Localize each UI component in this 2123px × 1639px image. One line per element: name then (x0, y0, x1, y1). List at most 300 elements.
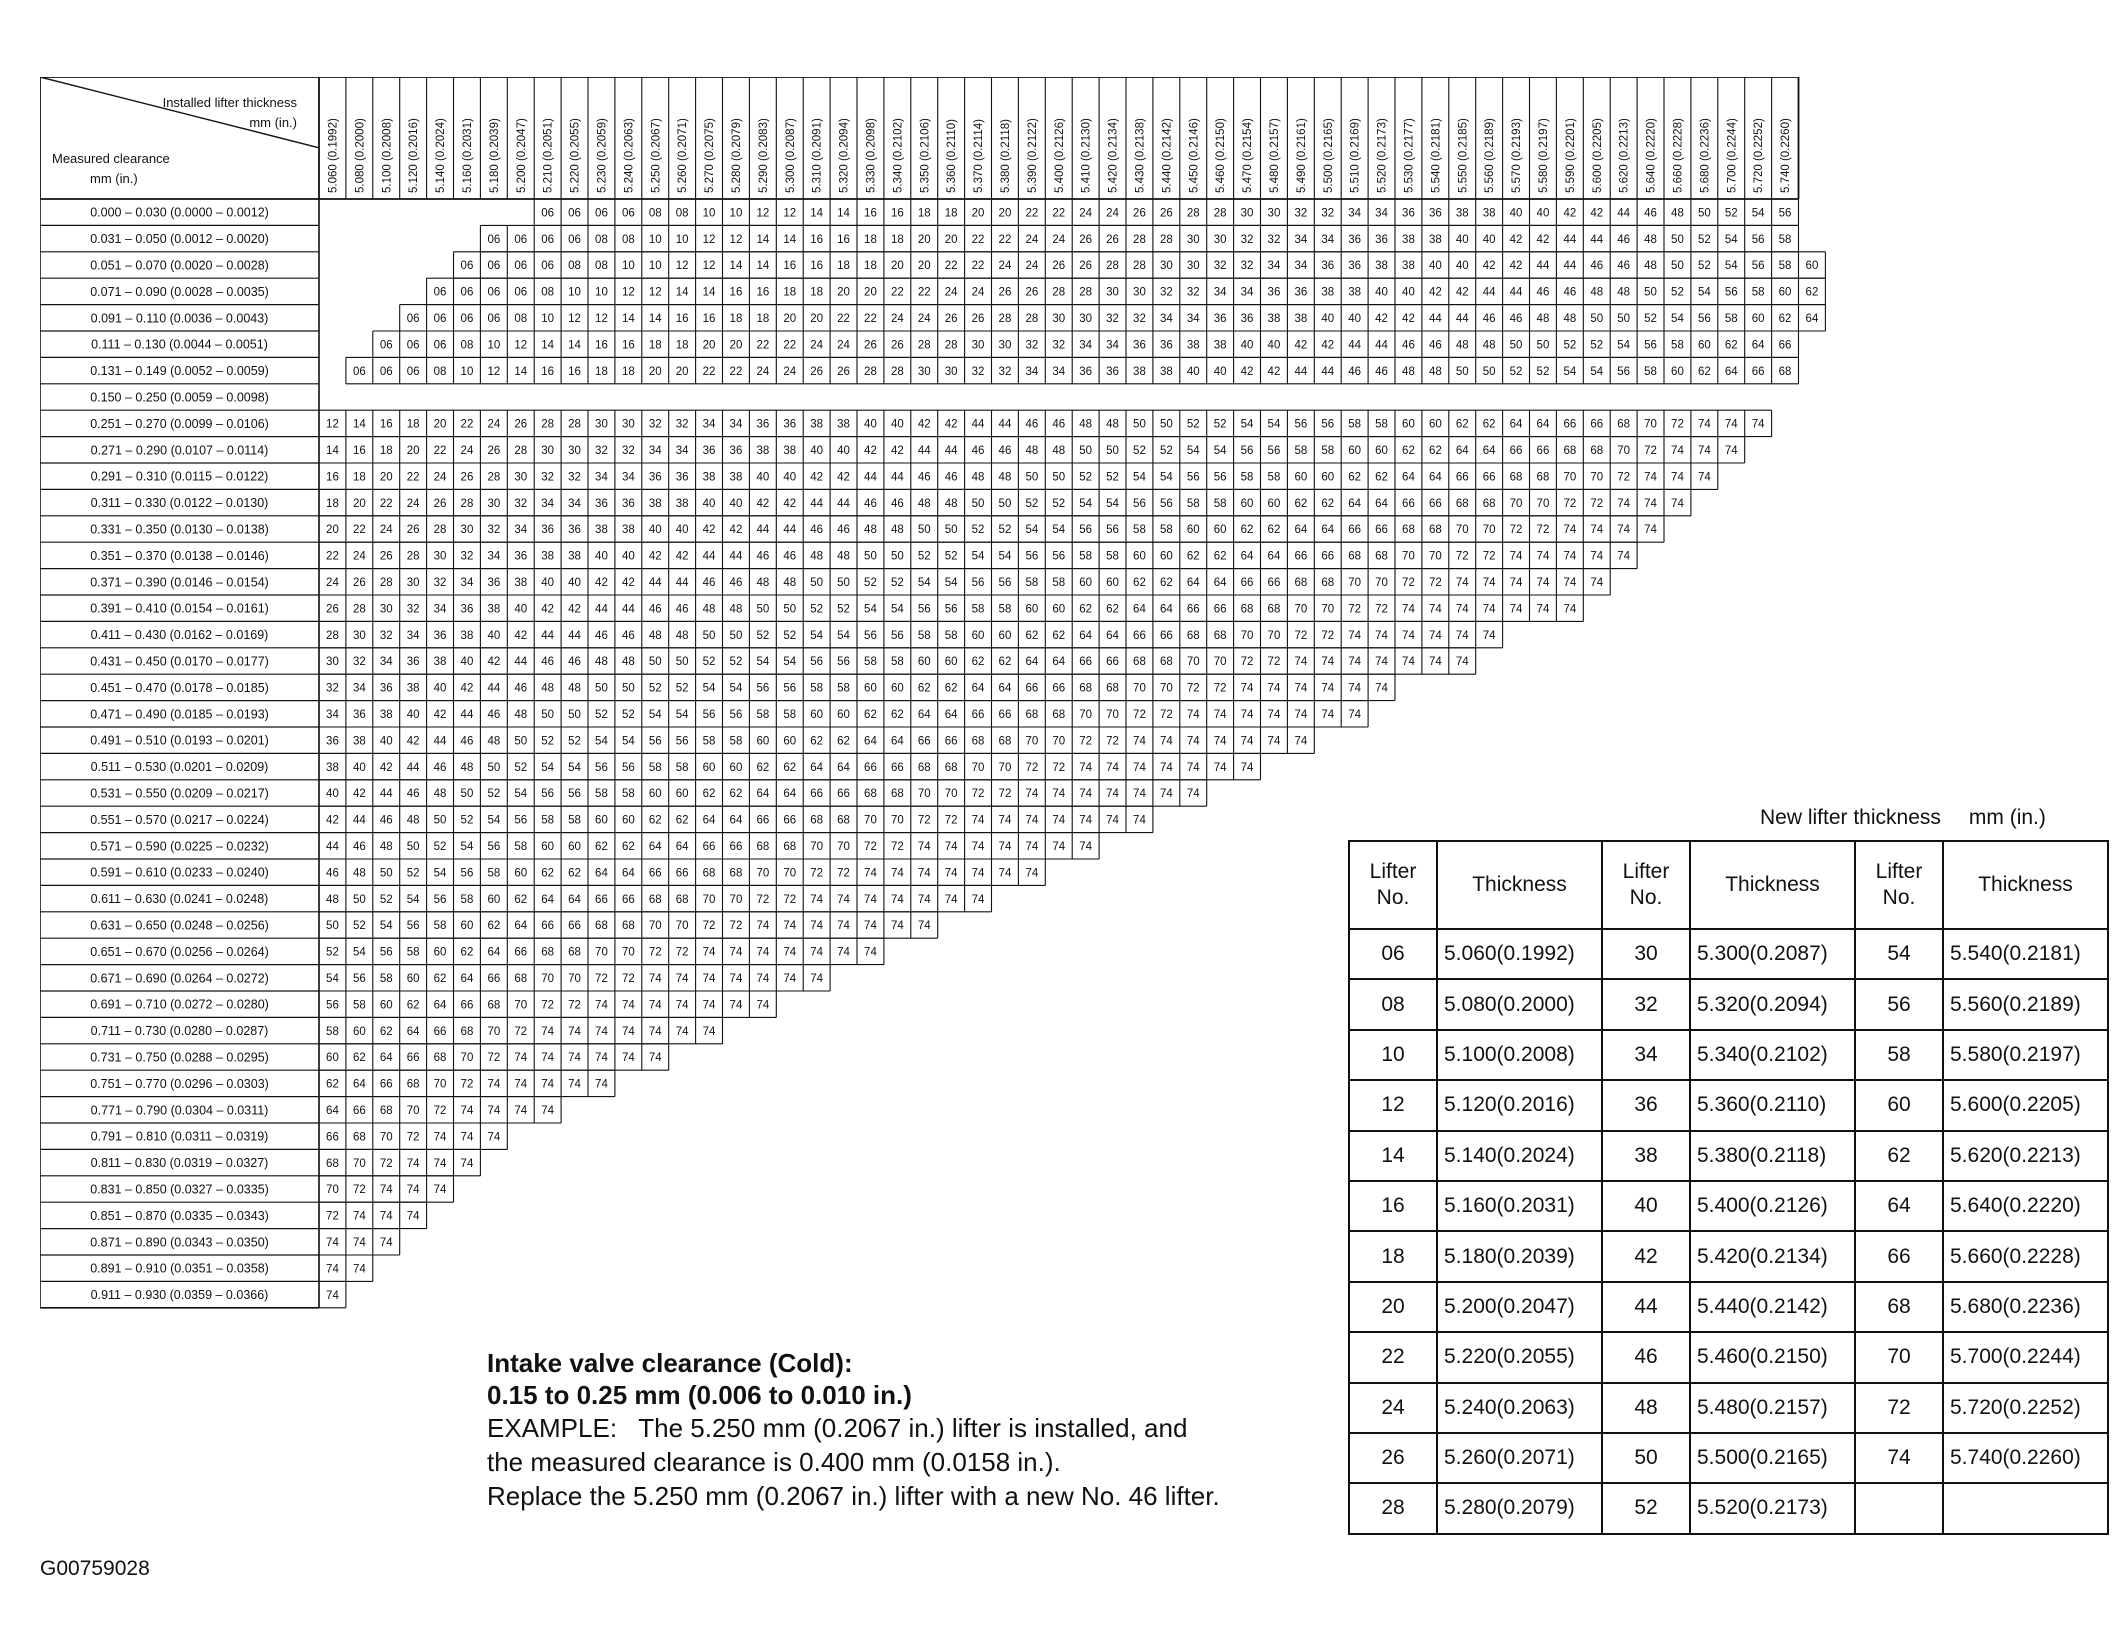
lifter-number-cell: 38 (1159, 365, 1173, 378)
lifter-number-cell: 08 (621, 233, 635, 246)
lifter-number-cell: 36 (379, 682, 393, 695)
lifter-number-cell: 18 (917, 207, 931, 220)
lifter-number-cell: 14 (810, 207, 824, 220)
lifter-number-cell: 40 (1402, 286, 1415, 299)
lifter-number-cell: 62 (1321, 497, 1335, 510)
lifter-number-cell: 74 (837, 920, 850, 933)
row-label: 0.551 – 0.570 (0.0217 – 0.0224) (90, 812, 269, 827)
lifter-number-cell: 74 (514, 1078, 528, 1091)
lifter-number-cell: 40 (729, 497, 743, 510)
lifter-number-cell: 18 (864, 260, 877, 273)
lifter-number-cell: 06 (406, 339, 420, 352)
lifter-number-cell: 50 (1671, 260, 1684, 273)
lifter-number-cell: 30 (944, 365, 958, 378)
lifter-number-cell: 70 (1375, 577, 1388, 589)
row-label: 0.391 – 0.410 (0.0154 – 0.0161) (90, 601, 269, 616)
column-header: 5.220 (0.2055) (569, 118, 582, 193)
lifter-number-cell: 50 (1697, 207, 1711, 220)
row-label: 0.091 – 0.110 (0.0036 – 0.0043) (90, 311, 269, 326)
legend-thickness: 5.400(0.2126) (1690, 1181, 1855, 1231)
lifter-number-cell: 20 (998, 207, 1012, 220)
lifter-number-cell: 18 (648, 339, 662, 352)
lifter-number-cell: 22 (837, 313, 850, 325)
lifter-number-cell: 66 (1751, 365, 1765, 378)
lifter-number-cell: 68 (944, 761, 958, 774)
lifter-number-cell: 74 (1671, 471, 1684, 484)
header-thickness: Thickness (1943, 841, 2108, 929)
lifter-number-cell: 58 (702, 735, 716, 748)
lifter-number-cell: 36 (1240, 313, 1254, 325)
legend-thickness: 5.640(0.2220) (1943, 1181, 2108, 1231)
lifter-number-cell: 36 (729, 445, 743, 457)
lifter-number-cell: 72 (1375, 603, 1388, 616)
lifter-number-cell: 32 (514, 497, 528, 510)
lifter-number-cell: 74 (1482, 629, 1496, 642)
lifter-number-cell: 16 (864, 207, 877, 220)
lifter-number-cell: 74 (1375, 682, 1388, 695)
lifter-number-cell: 74 (1402, 629, 1415, 642)
lifter-number-cell: 34 (648, 445, 662, 457)
lifter-number-cell: 74 (1428, 603, 1442, 616)
lifter-number-cell: 48 (837, 550, 850, 563)
lifter-number-cell: 22 (1052, 207, 1066, 220)
lifter-number-cell: 06 (352, 365, 366, 378)
lifter-number-cell: 22 (971, 233, 985, 246)
lifter-number-cell: 40 (460, 656, 474, 669)
lifter-number-cell: 58 (1751, 286, 1765, 299)
lifter-number-cell: 38 (1267, 313, 1281, 325)
column-header: 5.210 (0.2051) (542, 118, 555, 193)
lifter-number-cell: 74 (1563, 524, 1577, 537)
lifter-number-cell: 66 (406, 1052, 420, 1065)
header-lifter-no (1349, 841, 1437, 929)
lifter-number-cell: 68 (702, 867, 716, 880)
lifter-number-cell: 42 (783, 497, 797, 510)
lifter-number-cell: 74 (1025, 788, 1039, 801)
lifter-number-cell: 58 (1644, 365, 1657, 378)
lifter-number-cell: 64 (1805, 313, 1819, 325)
row-label: 0.611 – 0.630 (0.0241 – 0.0248) (90, 892, 269, 907)
lifter-number-cell: 30 (460, 524, 474, 537)
lifter-number-cell: 36 (1213, 313, 1227, 325)
lifter-number-cell: 06 (379, 365, 393, 378)
lifter-number-cell: 26 (487, 445, 501, 457)
lifter-number-cell: 30 (541, 445, 555, 457)
note-spec: 0.15 to 0.25 mm (0.006 to 0.010 in.) (487, 1380, 912, 1410)
lifter-number-cell: 18 (621, 365, 635, 378)
lifter-number-cell: 74 (1294, 709, 1308, 721)
lifter-number-cell: 54 (1213, 445, 1227, 457)
lifter-number-cell: 58 (1079, 550, 1093, 563)
lifter-number-cell: 36 (1133, 339, 1146, 352)
lifter-number-cell: 68 (1213, 629, 1227, 642)
lifter-number-cell: 64 (756, 788, 770, 801)
lifter-number-cell: 38 (1133, 365, 1146, 378)
lifter-number-cell: 56 (379, 946, 393, 959)
legend-row (1349, 1433, 2108, 1483)
lifter-number-cell: 20 (729, 339, 743, 352)
lifter-number-cell: 44 (595, 603, 608, 616)
lifter-number-cell: 46 (1590, 260, 1604, 273)
row-label: 0.571 – 0.590 (0.0225 – 0.0232) (90, 839, 269, 854)
lifter-number-cell: 60 (783, 735, 797, 748)
lifter-number-cell: 58 (379, 973, 393, 985)
lifter-number-cell: 34 (1106, 339, 1119, 352)
lifter-number-cell: 20 (648, 365, 662, 378)
lifter-number-cell: 70 (1590, 471, 1604, 484)
lifter-number-cell: 50 (971, 497, 985, 510)
lifter-number-cell: 56 (702, 709, 716, 721)
lifter-number-cell: 66 (1294, 550, 1308, 563)
lifter-number-cell: 74 (917, 841, 931, 853)
lifter-number-cell: 74 (1079, 814, 1093, 827)
lifter-number-cell: 42 (1509, 233, 1523, 246)
lifter-number-cell: 58 (729, 735, 743, 748)
column-header: 5.560 (0.2189) (1484, 118, 1497, 193)
lifter-number-cell: 64 (1428, 471, 1442, 484)
lifter-number-cell: 28 (890, 365, 904, 378)
lifter-number-cell: 52 (1697, 233, 1711, 246)
lifter-number-cell: 74 (1536, 603, 1550, 616)
column-header: 5.590 (0.2201) (1564, 118, 1577, 193)
lifter-number-cell: 16 (756, 286, 770, 299)
lifter-number-cell: 40 (352, 761, 366, 774)
row-label: 0.111 – 0.130 (0.0044 – 0.0051) (91, 337, 268, 352)
lifter-number-cell: 40 (648, 524, 662, 537)
lifter-number-cell: 62 (406, 999, 420, 1012)
lifter-number-cell: 70 (729, 893, 743, 906)
lifter-number-cell: 68 (1509, 471, 1523, 484)
lifter-number-cell: 74 (379, 1184, 393, 1197)
lifter-number-cell: 54 (1724, 260, 1738, 273)
lifter-number-cell: 48 (648, 629, 662, 642)
lifter-number-cell: 64 (917, 709, 931, 721)
lifter-number-cell: 16 (675, 313, 689, 325)
lifter-number-cell: 52 (1697, 260, 1711, 273)
lifter-number-cell: 62 (1294, 497, 1308, 510)
lifter-number-cell: 12 (675, 260, 689, 273)
lifter-number-cell: 44 (541, 629, 555, 642)
lifter-number-cell: 72 (1321, 629, 1335, 642)
lifter-number-cell: 66 (1240, 577, 1254, 589)
lifter-number-cell: 50 (1509, 339, 1523, 352)
lifter-number-cell: 62 (1482, 418, 1496, 431)
lifter-number-cell: 48 (1106, 418, 1119, 431)
lifter-number-cell: 48 (514, 709, 528, 721)
lifter-number-cell: 26 (326, 603, 339, 616)
row-label: 0.831 – 0.850 (0.0327 – 0.0335) (90, 1182, 269, 1197)
lifter-number-cell: 06 (487, 260, 501, 273)
lifter-number-cell: 74 (326, 1289, 339, 1302)
lifter-number-cell: 62 (1133, 577, 1146, 589)
lifter-number-cell: 62 (1079, 603, 1093, 616)
lifter-number-cell: 52 (1159, 445, 1173, 457)
lifter-number-cell: 08 (595, 233, 608, 246)
lifter-number-cell: 46 (648, 603, 662, 616)
lifter-number-cell: 74 (1133, 735, 1146, 748)
lifter-number-cell: 68 (917, 761, 931, 774)
lifter-number-cell: 46 (998, 445, 1012, 457)
lifter-number-cell: 68 (837, 814, 850, 827)
lifter-number-cell: 52 (998, 524, 1012, 537)
legend-lifter-no: 66 (1855, 1231, 1943, 1281)
lifter-number-cell: 46 (783, 550, 797, 563)
lifter-number-cell: 74 (1348, 709, 1362, 721)
legend-lifter-no: 34 (1602, 1030, 1690, 1080)
lifter-number-cell: 72 (756, 893, 770, 906)
lifter-number-cell: 40 (1428, 260, 1442, 273)
lifter-number-cell: 28 (917, 339, 931, 352)
lifter-number-cell: 44 (756, 524, 770, 537)
lifter-number-cell: 68 (1133, 656, 1146, 669)
lifter-number-cell: 72 (433, 1105, 447, 1117)
lifter-number-cell: 60 (1697, 339, 1711, 352)
lifter-number-cell: 50 (487, 761, 501, 774)
lifter-number-cell: 72 (1213, 682, 1227, 695)
lifter-number-cell: 64 (487, 946, 501, 959)
lifter-number-cell: 58 (675, 761, 689, 774)
lifter-number-cell: 34 (1186, 313, 1200, 325)
lifter-number-cell: 38 (1455, 207, 1469, 220)
lifter-number-cell: 40 (1321, 313, 1335, 325)
lifter-number-cell: 74 (1267, 682, 1281, 695)
lifter-number-cell: 74 (406, 1184, 420, 1197)
lifter-number-cell: 56 (1617, 365, 1631, 378)
lifter-number-cell: 40 (1509, 207, 1523, 220)
lifter-number-cell: 74 (568, 1078, 581, 1091)
lifter-number-cell: 68 (1159, 656, 1173, 669)
lifter-number-cell: 30 (433, 550, 447, 563)
lifter-number-cell: 28 (460, 497, 474, 510)
lifter-number-cell: 74 (810, 893, 824, 906)
lifter-number-cell: 74 (1267, 735, 1281, 748)
legend-lifter-no: 38 (1602, 1131, 1690, 1181)
lifter-number-cell: 28 (944, 339, 958, 352)
lifter-number-cell: 74 (568, 1052, 581, 1065)
lifter-number-cell: 30 (514, 471, 528, 484)
lifter-number-cell: 62 (1805, 286, 1819, 299)
lifter-number-cell: 60 (1348, 445, 1362, 457)
lifter-number-cell: 72 (1025, 761, 1039, 774)
lifter-number-cell: 26 (837, 365, 850, 378)
lifter-number-cell: 40 (326, 788, 339, 801)
lifter-number-cell: 46 (1402, 339, 1415, 352)
lifter-number-cell: 24 (756, 365, 770, 378)
lifter-number-cell: 56 (944, 603, 958, 616)
lifter-number-cell: 62 (890, 709, 904, 721)
lifter-number-cell: 54 (944, 577, 958, 589)
lifter-number-cell: 42 (406, 735, 420, 748)
lifter-number-cell: 64 (783, 788, 797, 801)
lifter-number-cell: 48 (783, 577, 797, 589)
lifter-number-cell: 50 (621, 682, 635, 695)
lifter-number-cell: 74 (1213, 735, 1227, 748)
legend-thickness: 5.420(0.2134) (1690, 1231, 1855, 1281)
lifter-number-cell: 42 (1509, 260, 1523, 273)
lifter-number-cell: 46 (837, 524, 850, 537)
lifter-number-cell: 54 (1697, 286, 1711, 299)
lifter-number-cell: 66 (675, 867, 689, 880)
lifter-number-cell: 70 (460, 1052, 474, 1065)
lifter-number-cell: 72 (648, 946, 662, 959)
lifter-number-cell: 74 (1052, 841, 1066, 853)
lifter-number-cell: 34 (1240, 286, 1254, 299)
lifter-number-cell: 06 (460, 313, 474, 325)
lifter-number-cell: 42 (1240, 365, 1254, 378)
lifter-number-cell: 50 (675, 656, 689, 669)
lifter-number-cell: 32 (1294, 207, 1308, 220)
lifter-number-cell: 74 (1052, 814, 1066, 827)
lifter-number-cell: 38 (675, 497, 689, 510)
legend-lifter-no: 48 (1602, 1383, 1690, 1433)
lifter-number-cell: 52 (837, 603, 850, 616)
lifter-number-cell: 40 (783, 471, 797, 484)
lifter-number-cell: 70 (810, 841, 824, 853)
lifter-number-cell: 66 (1213, 603, 1227, 616)
lifter-number-cell: 36 (1106, 365, 1119, 378)
lifter-number-cell: 74 (352, 1210, 366, 1223)
row-label: 0.811 – 0.830 (0.0319 – 0.0327) (90, 1156, 269, 1171)
lifter-number-cell: 24 (487, 418, 501, 431)
lifter-number-cell: 20 (379, 471, 393, 484)
lifter-number-cell: 16 (810, 260, 824, 273)
lifter-number-cell: 70 (1294, 603, 1308, 616)
lifter-number-cell: 66 (1159, 629, 1173, 642)
header-no-word: No. (1882, 886, 1916, 909)
column-header: 5.240 (0.2063) (623, 118, 636, 193)
lifter-number-cell: 62 (1348, 471, 1362, 484)
lifter-number-cell: 74 (998, 814, 1012, 827)
lifter-number-cell: 14 (837, 207, 850, 220)
lifter-number-cell: 54 (595, 735, 608, 748)
lifter-number-cell: 74 (1590, 577, 1604, 589)
lifter-number-cell: 70 (1482, 524, 1496, 537)
lifter-number-cell: 46 (756, 550, 770, 563)
lifter-number-cell: 48 (971, 471, 985, 484)
lifter-number-cell: 58 (1052, 577, 1066, 589)
lifter-number-cell: 74 (1133, 788, 1146, 801)
lifter-number-cell: 62 (595, 841, 608, 853)
lifter-number-cell: 56 (1751, 260, 1765, 273)
lifter-number-cell: 66 (1536, 445, 1550, 457)
lifter-number-cell: 44 (1563, 260, 1577, 273)
lifter-number-cell: 68 (460, 1025, 474, 1038)
column-header: 5.080 (0.2000) (354, 118, 367, 193)
lifter-number-cell: 06 (487, 233, 501, 246)
lifter-number-cell: 48 (1590, 286, 1604, 299)
lifter-number-cell: 30 (1079, 313, 1093, 325)
legend-thickness: 5.100(0.2008) (1437, 1030, 1602, 1080)
lifter-number-cell: 70 (1213, 656, 1227, 669)
lifter-number-cell: 46 (702, 577, 716, 589)
lifter-number-cell: 46 (621, 629, 635, 642)
lifter-number-cell: 26 (1133, 207, 1146, 220)
legend-thickness: 5.360(0.2110) (1690, 1080, 1855, 1130)
lifter-number-cell: 60 (514, 867, 528, 880)
lifter-number-cell: 52 (944, 550, 958, 563)
lifter-number-cell: 26 (1052, 260, 1066, 273)
lifter-number-cell: 64 (971, 682, 985, 695)
lifter-number-cell: 64 (810, 761, 824, 774)
legend-lifter-no: 14 (1349, 1131, 1437, 1181)
lifter-number-cell: 42 (1455, 286, 1469, 299)
lifter-number-cell: 74 (971, 893, 985, 906)
lifter-number-cell: 10 (675, 233, 689, 246)
lifter-number-cell: 74 (1697, 418, 1711, 431)
lifter-number-cell: 30 (917, 365, 931, 378)
lifter-number-cell: 44 (971, 418, 985, 431)
lifter-number-cell: 68 (998, 735, 1012, 748)
lifter-number-cell: 64 (1052, 656, 1066, 669)
row-label: 0.791 – 0.810 (0.0311 – 0.0319) (90, 1129, 269, 1144)
lifter-number-cell: 40 (837, 445, 850, 457)
lifter-number-cell: 28 (326, 629, 339, 642)
lifter-number-cell: 40 (379, 735, 393, 748)
lifter-number-cell: 48 (352, 867, 366, 880)
lifter-number-cell: 74 (595, 1025, 608, 1038)
lifter-number-cell: 74 (1617, 497, 1631, 510)
lifter-number-cell: 74 (621, 999, 635, 1012)
legend-lifter-no: 62 (1855, 1131, 1943, 1181)
lifter-number-cell: 74 (1590, 524, 1604, 537)
lifter-number-cell: 74 (1240, 761, 1254, 774)
lifter-number-cell: 70 (568, 973, 581, 985)
lifter-number-cell: 44 (1455, 313, 1469, 325)
lifter-number-cell: 32 (406, 603, 420, 616)
lifter-number-cell: 38 (1348, 286, 1362, 299)
lifter-number-cell: 52 (917, 550, 931, 563)
lifter-number-cell: 62 (1267, 524, 1281, 537)
row-label: 0.871 – 0.890 (0.0343 – 0.0350) (90, 1235, 269, 1250)
lifter-number-cell: 74 (702, 999, 716, 1012)
lifter-number-cell: 72 (1402, 577, 1415, 589)
lifter-number-cell: 62 (1025, 629, 1039, 642)
lifter-number-cell: 62 (1159, 577, 1173, 589)
lifter-number-cell: 44 (1348, 339, 1362, 352)
lifter-number-cell: 60 (568, 841, 581, 853)
row-label: 0.451 – 0.470 (0.0178 – 0.0185) (90, 680, 269, 695)
lifter-number-cell: 74 (675, 1025, 689, 1038)
lifter-number-cell: 62 (514, 893, 528, 906)
lifter-number-cell: 74 (1455, 577, 1469, 589)
lifter-number-cell: 72 (1052, 761, 1066, 774)
lifter-number-cell: 64 (890, 735, 904, 748)
lifter-number-cell: 62 (433, 973, 447, 985)
lifter-number-cell: 74 (648, 973, 662, 985)
lifter-number-cell: 56 (1778, 207, 1792, 220)
lifter-number-cell: 58 (433, 920, 447, 933)
lifter-number-cell: 64 (1482, 445, 1496, 457)
lifter-number-cell: 48 (433, 788, 447, 801)
lifter-number-cell: 44 (1294, 365, 1308, 378)
lifter-number-cell: 74 (864, 920, 877, 933)
lifter-number-cell: 30 (1213, 233, 1227, 246)
lifter-number-cell: 66 (1428, 497, 1442, 510)
lifter-number-cell: 62 (1375, 471, 1388, 484)
lifter-number-cell: 74 (1402, 656, 1415, 669)
lifter-number-cell: 06 (460, 260, 474, 273)
lifter-number-cell: 46 (326, 867, 339, 880)
lifter-number-cell: 64 (1159, 603, 1173, 616)
lifter-number-cell: 38 (810, 418, 824, 431)
lifter-number-cell: 60 (1106, 577, 1119, 589)
lifter-number-cell: 06 (595, 207, 608, 220)
lifter-number-cell: 74 (729, 999, 743, 1012)
lifter-number-cell: 42 (864, 445, 877, 457)
lifter-number-cell: 48 (460, 761, 474, 774)
legend-thickness: 5.320(0.2094) (1690, 979, 1855, 1029)
lifter-number-cell: 10 (568, 286, 581, 299)
